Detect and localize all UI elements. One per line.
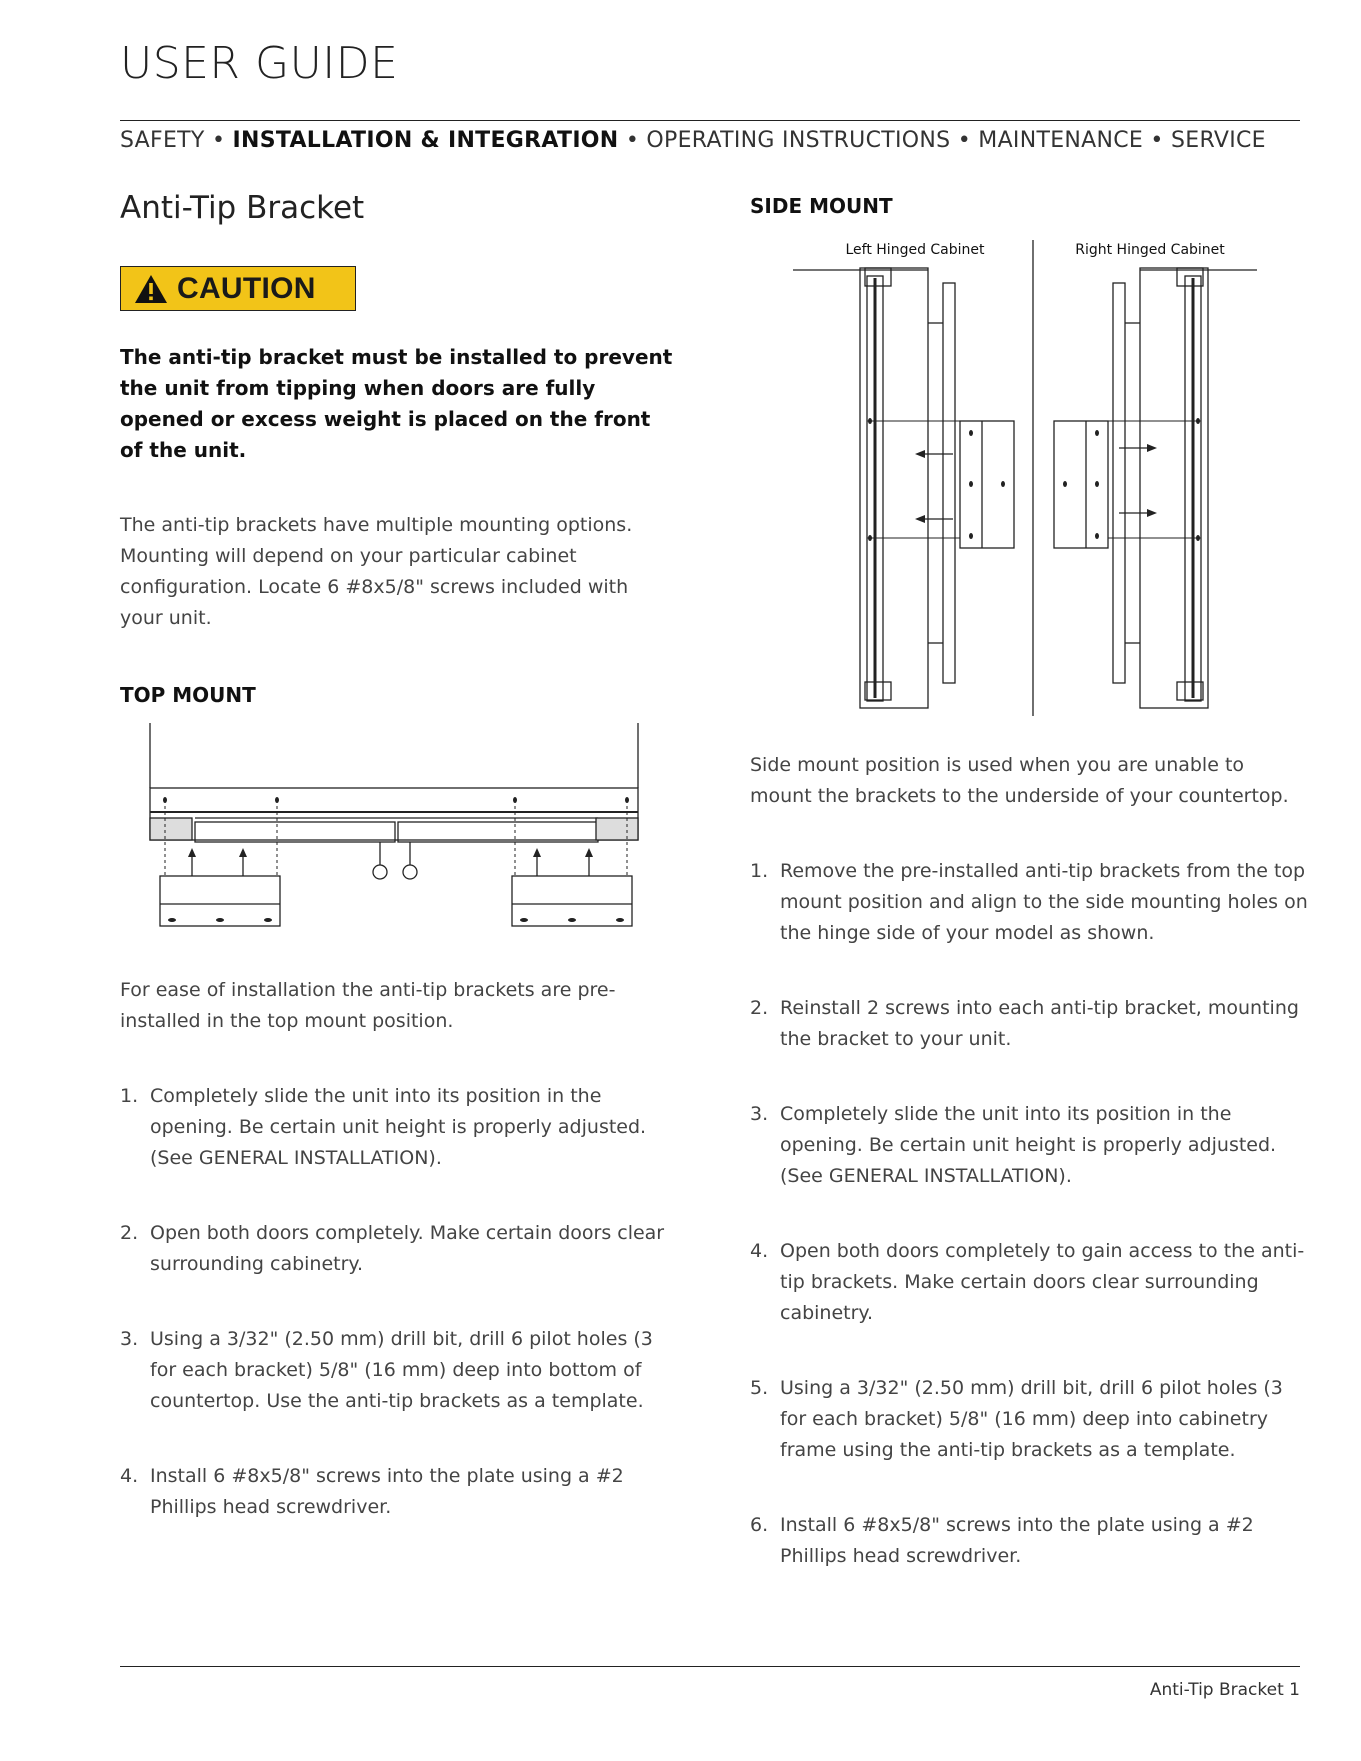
nav-item-operating: OPERATING INSTRUCTIONS: [646, 128, 951, 153]
top-mount-steps: [120, 1081, 680, 1567]
nav-separator: •: [618, 128, 647, 153]
step-text: Using a 3/32" (2.50 mm) drill bit, drill 6 pilot holes (3 for each bracket) 5/8" (16 mm) deep into bottom of countertop. Use the anti-tip brackets as a template.: [150, 1328, 653, 1412]
step-text: Remove the pre-installed anti-tip brackets from the top mount position and align to the side mounting holes on the hinge side of your model as shown.: [780, 860, 1308, 944]
step-number: 2.: [750, 997, 769, 1019]
step-text: Reinstall 2 screws into each anti-tip bracket, mounting the bracket to your unit.: [780, 997, 1299, 1050]
list-item: [750, 1373, 1310, 1466]
warning-triangle-icon: [133, 273, 169, 305]
top-mount-intro: For ease of installation the anti-tip brackets are pre-installed in the top mount position.: [120, 979, 616, 1032]
right-hinged-cabinet-label: Right Hinged Cabinet: [1075, 242, 1225, 258]
section-title: Anti-Tip Bracket: [120, 190, 365, 226]
list-item: [120, 1218, 680, 1280]
list-item: [750, 856, 1310, 949]
nav-item-maintenance: MAINTENANCE: [978, 128, 1144, 153]
nav-separator: •: [204, 128, 233, 153]
step-text: Completely slide the unit into its position in the opening. Be certain unit height is properly adjusted. (See GENERAL INSTALLATION).: [780, 1103, 1277, 1187]
step-text: Using a 3/32" (2.50 mm) drill bit, drill 6 pilot holes (3 for each bracket) 5/8" (16 mm) deep into cabinetry frame using the anti-tip brackets as a template.: [780, 1377, 1283, 1461]
step-text: Install 6 #8x5/8" screws into the plate using a #2 Phillips head screwdriver.: [780, 1514, 1254, 1567]
step-text: Open both doors completely. Make certain doors clear surrounding cabinetry.: [150, 1222, 665, 1275]
step-number: 1.: [120, 1085, 139, 1107]
header-divider: [120, 120, 1300, 121]
step-text: Install 6 #8x5/8" screws into the plate using a #2 Phillips head screwdriver.: [150, 1465, 624, 1518]
document-title: USER GUIDE: [120, 38, 399, 89]
side-mount-intro: Side mount position is used when you are unable to mount the brackets to the underside of your countertop.: [750, 754, 1289, 807]
list-item: [120, 1461, 680, 1523]
intro-paragraph: The anti-tip brackets have multiple mounting options. Mounting will depend on your particular cabinet configuration. Locate 6 #8x5/8" screws included with your unit.: [120, 514, 633, 629]
list-item: [120, 1081, 680, 1174]
list-item: [120, 1324, 680, 1417]
section-nav: [120, 128, 1266, 153]
step-number: 5.: [750, 1377, 769, 1399]
page-footer-label: Anti-Tip Bracket 1: [1149, 1680, 1300, 1700]
nav-item-service: SERVICE: [1171, 128, 1266, 153]
step-number: 1.: [750, 860, 769, 882]
caution-label: [120, 266, 356, 311]
step-number: 3.: [120, 1328, 139, 1350]
caution-text: CAUTION: [177, 271, 316, 305]
side-mount-diagram: [785, 238, 1265, 718]
step-number: 6.: [750, 1514, 769, 1536]
step-text: Completely slide the unit into its position in the opening. Be certain unit height is properly adjusted. (See GENERAL INSTALLATION).: [150, 1085, 647, 1169]
footer-divider: [120, 1666, 1300, 1667]
warning-text: The anti-tip bracket must be installed to prevent the unit from tipping when doors are fully opened or excess weight is placed on the front of the unit.: [120, 345, 673, 462]
nav-separator: •: [950, 128, 979, 153]
nav-separator: •: [1143, 128, 1172, 153]
side-mount-heading: SIDE MOUNT: [750, 194, 893, 218]
step-text: Open both doors completely to gain access to the anti-tip brackets. Make certain doors clear surrounding cabinetry.: [780, 1240, 1305, 1324]
side-mount-steps: [750, 856, 1310, 1616]
nav-item-installation-active: INSTALLATION & INTEGRATION: [232, 128, 619, 153]
step-number: 4.: [750, 1240, 769, 1262]
list-item: [750, 1236, 1310, 1329]
top-mount-diagram: [140, 718, 650, 930]
list-item: [750, 1510, 1310, 1572]
list-item: [750, 993, 1310, 1055]
step-number: 3.: [750, 1103, 769, 1125]
top-mount-heading: TOP MOUNT: [120, 683, 256, 707]
nav-item-safety: SAFETY: [120, 128, 205, 153]
step-number: 4.: [120, 1465, 139, 1487]
list-item: [750, 1099, 1310, 1192]
step-number: 2.: [120, 1222, 139, 1244]
left-hinged-cabinet-label: Left Hinged Cabinet: [845, 242, 985, 258]
